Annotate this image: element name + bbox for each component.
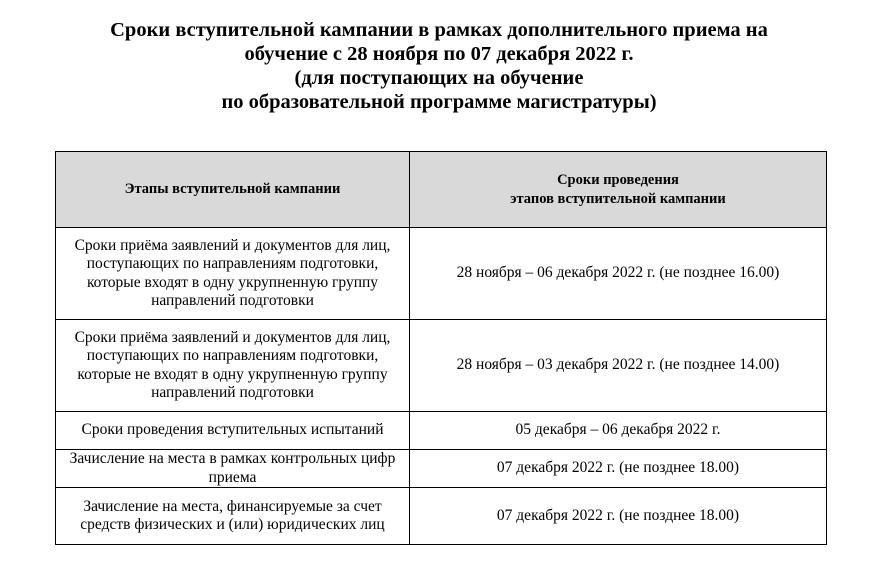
title-line-2: обучение с 28 ноября по 07 декабря 2022 г.	[244, 43, 634, 65]
stage-cell: Сроки приёма заявлений и документов для лиц, поступающих по направлениям подготовки, которые входят в одну укрупненную группу направлений подготовки	[56, 228, 410, 320]
term-cell: 07 декабря 2022 г. (не позднее 18.00)	[410, 450, 827, 488]
term-cell: 07 декабря 2022 г. (не позднее 18.00)	[410, 488, 827, 545]
table-header-row	[56, 152, 827, 228]
term-cell: 05 декабря – 06 декабря 2022 г.	[410, 412, 827, 450]
table-row	[56, 320, 827, 412]
stage-cell: Зачисление на места в рамках контрольных цифр приема	[56, 450, 410, 488]
document-title	[20, 18, 858, 114]
table-row	[56, 412, 827, 450]
header-stages: Этапы вступительной кампании	[56, 152, 410, 228]
table-row	[56, 228, 827, 320]
table-row	[56, 488, 827, 545]
term-cell: 28 ноября – 06 декабря 2022 г. (не позднее 16.00)	[410, 228, 827, 320]
table-row	[56, 450, 827, 488]
title-line-4: по образовательной программе магистратуры)	[221, 91, 657, 113]
stage-cell: Зачисление на места, финансируемые за счет средств физических и (или) юридических лиц	[56, 488, 410, 545]
term-cell: 28 ноября – 03 декабря 2022 г. (не позднее 14.00)	[410, 320, 827, 412]
title-line-3: (для поступающих на обучение	[294, 67, 584, 89]
header-terms	[410, 152, 827, 228]
header-terms-line-1: Сроки проведения	[557, 172, 679, 188]
stage-cell: Сроки проведения вступительных испытаний	[56, 412, 410, 450]
title-line-1: Сроки вступительной кампании в рамках дополнительного приема на	[110, 19, 768, 41]
header-terms-line-2: этапов вступительной кампании	[510, 190, 726, 207]
stage-cell: Сроки приёма заявлений и документов для лиц, поступающих по направлениям подготовки, которые не входят в одну укрупненную группу направлений подготовки	[56, 320, 410, 412]
admission-schedule-table	[55, 151, 827, 545]
